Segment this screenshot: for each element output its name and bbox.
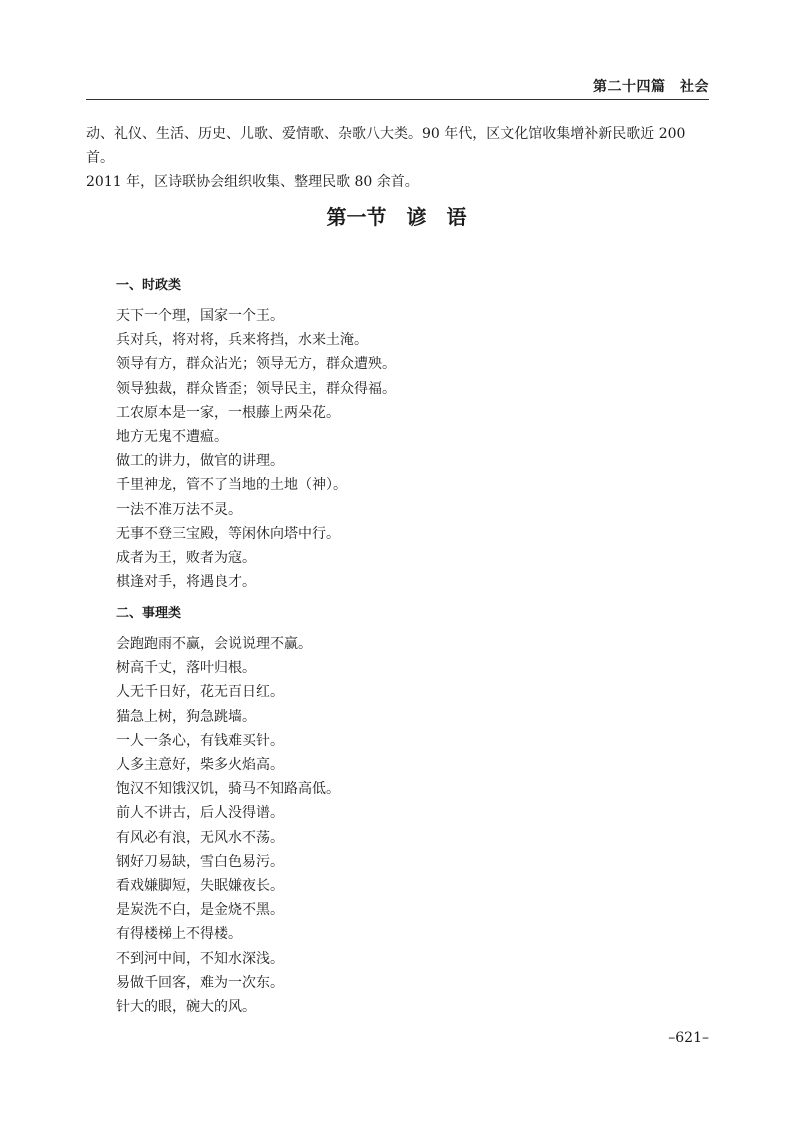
header-rule — [86, 99, 709, 100]
proverb-item: 工农原本是一家，一根藤上两朵花。 — [116, 404, 340, 421]
proverb-item: 做工的讲力，做官的讲理。 — [116, 453, 284, 470]
proverb-item: 人多主意好，柴多火焰高。 — [116, 757, 284, 774]
proverb-item: 是炭洗不白，是金烧不黑。 — [116, 902, 284, 919]
intro-line: 动、礼仪、生活、历史、儿歌、爱情歌、杂歌八大类。90 年代，区文化馆收集增补新民歌近 200 首。 — [86, 126, 686, 166]
section-title: 第一节 谚 语 — [326, 205, 467, 229]
proverb-item: 前人不讲古，后人没得谱。 — [116, 805, 284, 822]
proverb-item: 针大的眼，碗大的风。 — [116, 999, 256, 1016]
proverb-item: 不到河中间，不知水深浅。 — [116, 950, 284, 967]
proverb-item: 一法不准万法不灵。 — [116, 501, 242, 518]
subsection-heading-reason: 二、事理类 — [116, 606, 182, 621]
proverb-item: 千里神龙，管不了当地的土地（神）。 — [116, 477, 347, 494]
proverb-item: 地方无鬼不遭瘟。 — [116, 429, 228, 446]
proverb-item: 一人一条心，有钱难买针。 — [116, 732, 284, 749]
proverb-item: 有得楼梯上不得楼。 — [116, 926, 242, 943]
proverb-item: 树高千丈，落叶归根。 — [116, 660, 256, 677]
proverb-item: 成者为王，败者为寇。 — [116, 550, 256, 567]
proverb-item: 人无千日好，花无百日红。 — [116, 684, 284, 701]
proverb-item: 兵对兵，将对将，兵来将挡，水来土淹。 — [116, 332, 368, 349]
intro-line: 2011 年，区诗联协会组织收集、整理民歌 80 余首。 — [86, 174, 419, 190]
proverb-item: 无事不登三宝殿，等闲休向塔中行。 — [116, 525, 340, 542]
proverb-item: 饱汉不知饿汉饥，骑马不知路高低。 — [116, 781, 340, 798]
subsection-heading-politics: 一、时政类 — [116, 278, 182, 293]
proverb-item: 天下一个理，国家一个王。 — [116, 308, 284, 324]
proverb-item: 会跑跑雨不赢，会说说理不赢。 — [116, 636, 312, 652]
proverb-item: 棋逢对手，将遇良才。 — [116, 574, 256, 591]
proverb-item: 有风必有浪，无风水不荡。 — [116, 829, 284, 846]
running-header: 第二十四篇 社会 — [593, 79, 709, 95]
intro-paragraph — [86, 122, 710, 194]
page-number: –621– — [668, 1030, 709, 1046]
proverb-item: 钢好刀易缺，雪白色易污。 — [116, 853, 284, 870]
proverb-list-reason — [116, 632, 340, 1019]
proverb-list-politics — [116, 304, 396, 594]
proverb-item: 看戏嫌脚短，失眠嫌夜长。 — [116, 878, 284, 895]
proverb-item: 领导独裁，群众皆歪；领导民主，群众得福。 — [116, 380, 396, 397]
proverb-item: 领导有方，群众沾光；领导无方，群众遭殃。 — [116, 356, 396, 373]
proverb-item: 易做千回客，难为一次东。 — [116, 974, 284, 991]
proverb-item: 猫急上树，狗急跳墙。 — [116, 708, 256, 725]
